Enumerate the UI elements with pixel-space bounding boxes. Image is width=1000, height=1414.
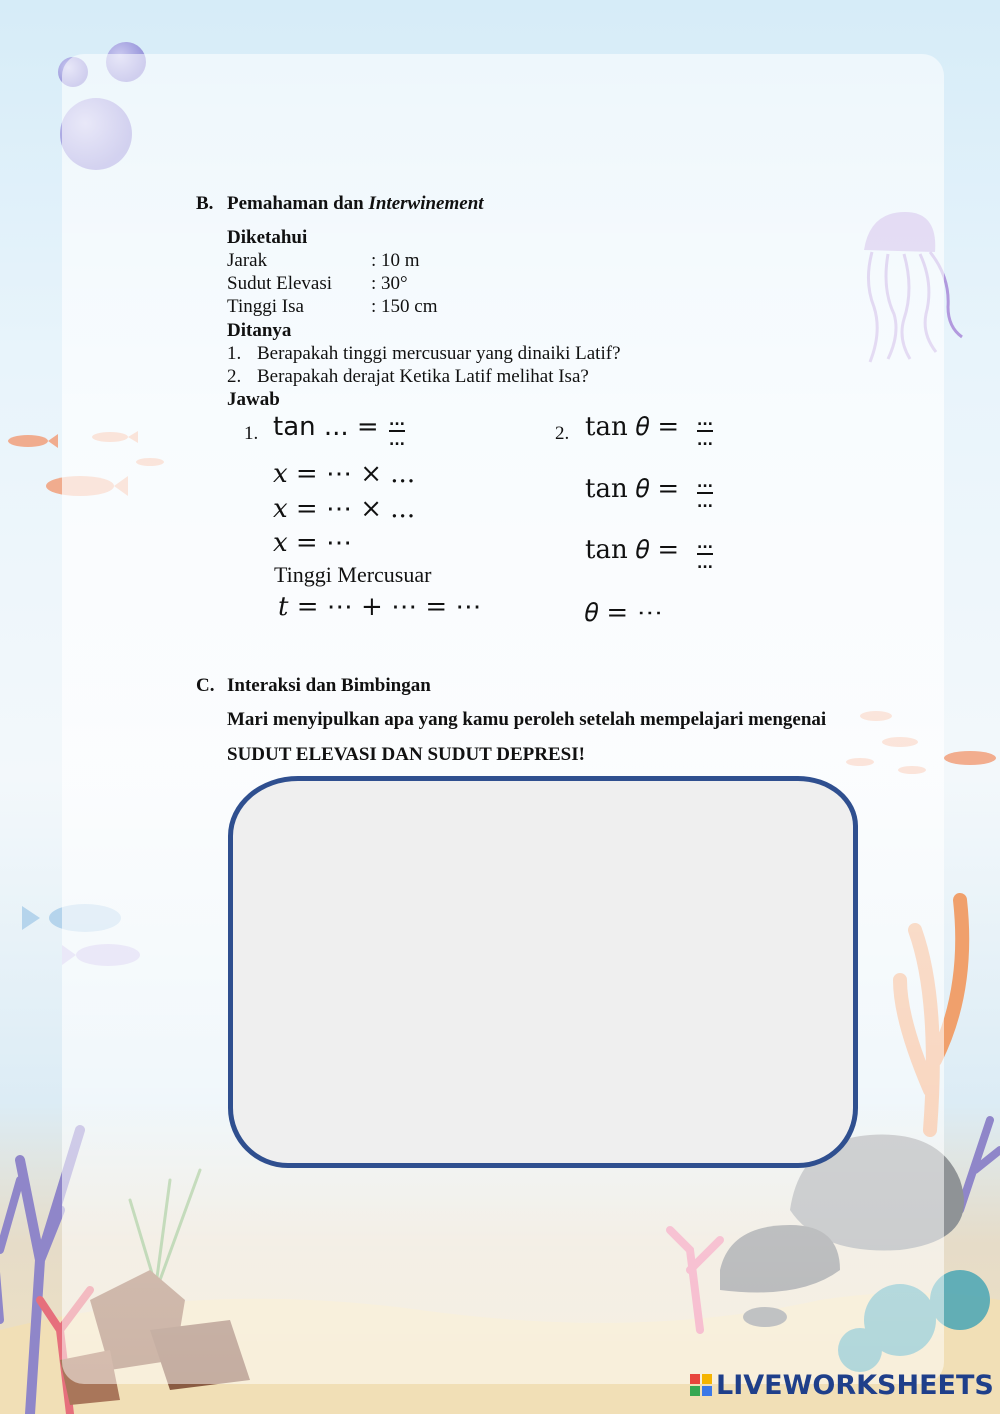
section-c-letter: C.: [196, 675, 215, 696]
section-c-instruction-2: SUDUT ELEVASI DAN SUDUT DEPRESI!: [227, 744, 585, 765]
section-b-title-italic: Interwinement: [368, 193, 484, 214]
liveworksheets-logo-icon: [690, 1374, 712, 1396]
answer2-fraction-3-top: ...: [697, 536, 713, 552]
question-number-2: 2.: [227, 366, 242, 387]
answer2-fraction-2: [697, 476, 713, 510]
answer2-fraction-1-top: ...: [697, 413, 713, 429]
fraction-bar: [697, 492, 713, 494]
liveworksheets-watermark: [690, 1370, 994, 1401]
answer1-line4: 𝑥 = ⋯: [273, 528, 352, 558]
diketahui-heading: Diketahui: [227, 227, 308, 248]
fraction-bar: [697, 430, 713, 432]
known-value-jarak: : 10 m: [371, 250, 420, 271]
question-number-1: 1.: [227, 343, 242, 364]
answer2-fraction-2-bottom: ...: [697, 495, 713, 511]
known-label-jarak: Jarak: [227, 250, 268, 271]
ditanya-heading: Ditanya: [227, 320, 292, 341]
fraction-bar: [389, 430, 405, 432]
answer2-fraction-1: [697, 414, 713, 448]
answer1-line5: 𝑡 = ⋯ + ⋯ = ⋯: [278, 592, 482, 622]
section-b-title-text: Pemahaman dan: [227, 193, 369, 214]
known-value-sudut-elevasi: : 30°: [371, 273, 408, 294]
answer2-line4: 𝜃 = ⋯: [585, 598, 663, 628]
answer1-line3: 𝑥 = ⋯ × ...: [273, 494, 416, 524]
answer1-line2: 𝑥 = ⋯ × ...: [273, 459, 416, 489]
answer1-line1: tan ... =: [273, 412, 379, 442]
answer1-fraction-bottom: ...: [389, 433, 405, 449]
known-value-tinggi-isa: : 150 cm: [371, 296, 438, 317]
answer1-number: 1.: [244, 423, 259, 444]
answer2-fraction-3: [697, 537, 713, 571]
watermark-text: LIVEWORKSHEETS: [716, 1370, 994, 1401]
answer2-fraction-1-bottom: ...: [697, 433, 713, 449]
answer2-line1: tan 𝜃 =: [585, 412, 680, 442]
answer2-line3: tan 𝜃 =: [585, 535, 680, 565]
section-b-title: [227, 192, 484, 215]
section-c-title: Interaksi dan Bimbingan: [227, 675, 431, 696]
question-text-1: Berapakah tinggi mercusuar yang dinaiki Latif?: [257, 343, 621, 364]
known-label-sudut-elevasi: Sudut Elevasi: [227, 273, 333, 294]
answer2-fraction-3-bottom: ...: [697, 556, 713, 572]
section-c-instruction-1: Mari menyipulkan apa yang kamu peroleh setelah mempelajari mengenai: [227, 709, 827, 730]
jawab-heading: Jawab: [227, 389, 280, 410]
answer2-line2: tan 𝜃 =: [585, 474, 680, 504]
conclusion-answer-box[interactable]: [228, 776, 858, 1168]
answer1-fraction-top: ...: [389, 413, 405, 429]
answer2-number: 2.: [555, 423, 570, 444]
answer2-fraction-2-top: ...: [697, 475, 713, 491]
question-text-2: Berapakah derajat Ketika Latif melihat Isa?: [257, 366, 589, 387]
answer1-label: Tinggi Mercusuar: [274, 562, 432, 587]
answer1-fraction: [389, 414, 405, 448]
section-b-letter: B.: [196, 193, 214, 214]
fraction-bar: [697, 553, 713, 555]
known-label-tinggi-isa: Tinggi Isa: [227, 296, 304, 317]
